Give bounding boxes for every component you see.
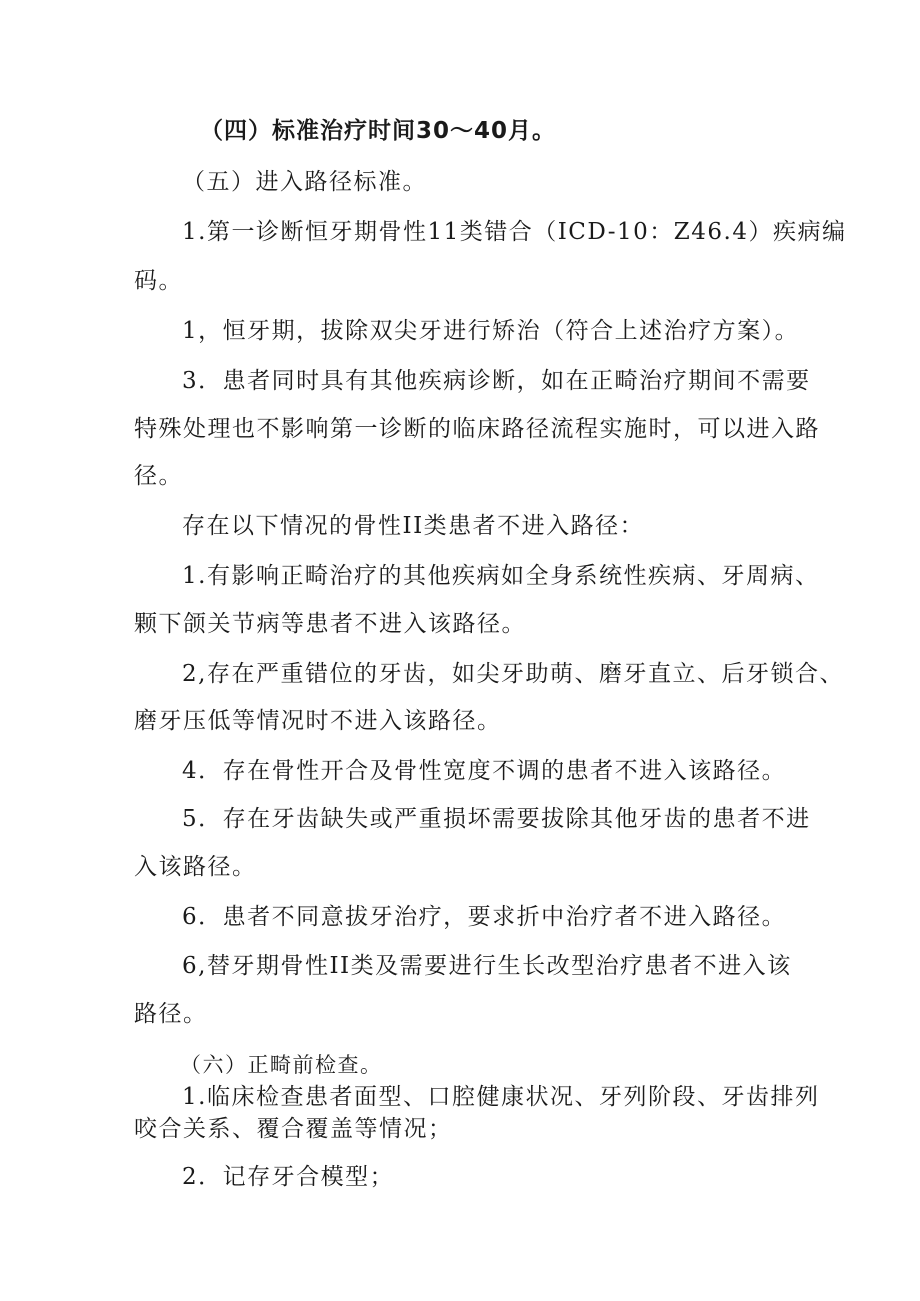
paragraph-line: 1，恒牙期，拔除双尖牙进行矫治（符合上述治疗方案）。 [182,318,800,344]
paragraph-line: 1.临床检查患者面型、口腔健康状况、牙列阶段、牙齿排列 [182,1084,820,1110]
section-heading-5: （五）进入路径标准。 [182,169,427,195]
paragraph-line: 1.有影响正畸治疗的其他疾病如全身系统性疾病、牙周病、 [182,563,820,589]
paragraph-line: 特殊处理也不影响第一诊断的临床路径流程实施时，可以进入路 [134,416,820,442]
paragraph-line: 咬合关系、覆合覆盖等情况； [134,1116,453,1142]
paragraph-line: 径。 [134,463,183,489]
paragraph-line: 入该路径。 [134,854,257,880]
paragraph-line: 码。 [134,268,183,294]
paragraph-line: 1.第一诊断恒牙期骨性11类错合（ICD-10：Z46.4）疾病编 [182,219,847,245]
paragraph-line: 路径。 [134,1001,208,1027]
paragraph-line: 4．存在骨性开合及骨性宽度不调的患者不进入该路径。 [182,758,787,784]
paragraph-line: 2．记存牙合模型； [182,1164,395,1190]
paragraph-line: 颗下颌关节病等患者不进入该路径。 [134,611,526,637]
paragraph-line: 5．存在牙齿缺失或严重损坏需要拔除其他牙齿的患者不进 [182,806,811,832]
paragraph-line: 6,替牙期骨性II类及需要进行生长改型治疗患者不进入该 [182,953,792,979]
section-heading-4: （四）标准治疗时间30～40月。 [200,118,557,144]
paragraph-line: 2,存在严重错位的牙齿，如尖牙助萌、磨牙直立、后牙锁合、 [182,661,844,687]
paragraph-line: 磨牙压低等情况时不进入该路径。 [134,708,502,734]
paragraph-line: 存在以下情况的骨性II类患者不进入路径： [182,513,645,539]
paragraph-line: 3．患者同时具有其他疾病诊断，如在正畸治疗期间不需要 [182,368,811,394]
section-heading-6: （六）正畸前检查。 [180,1053,383,1077]
paragraph-line: 6．患者不同意拔牙治疗，要求折中治疗者不进入路径。 [182,904,787,930]
